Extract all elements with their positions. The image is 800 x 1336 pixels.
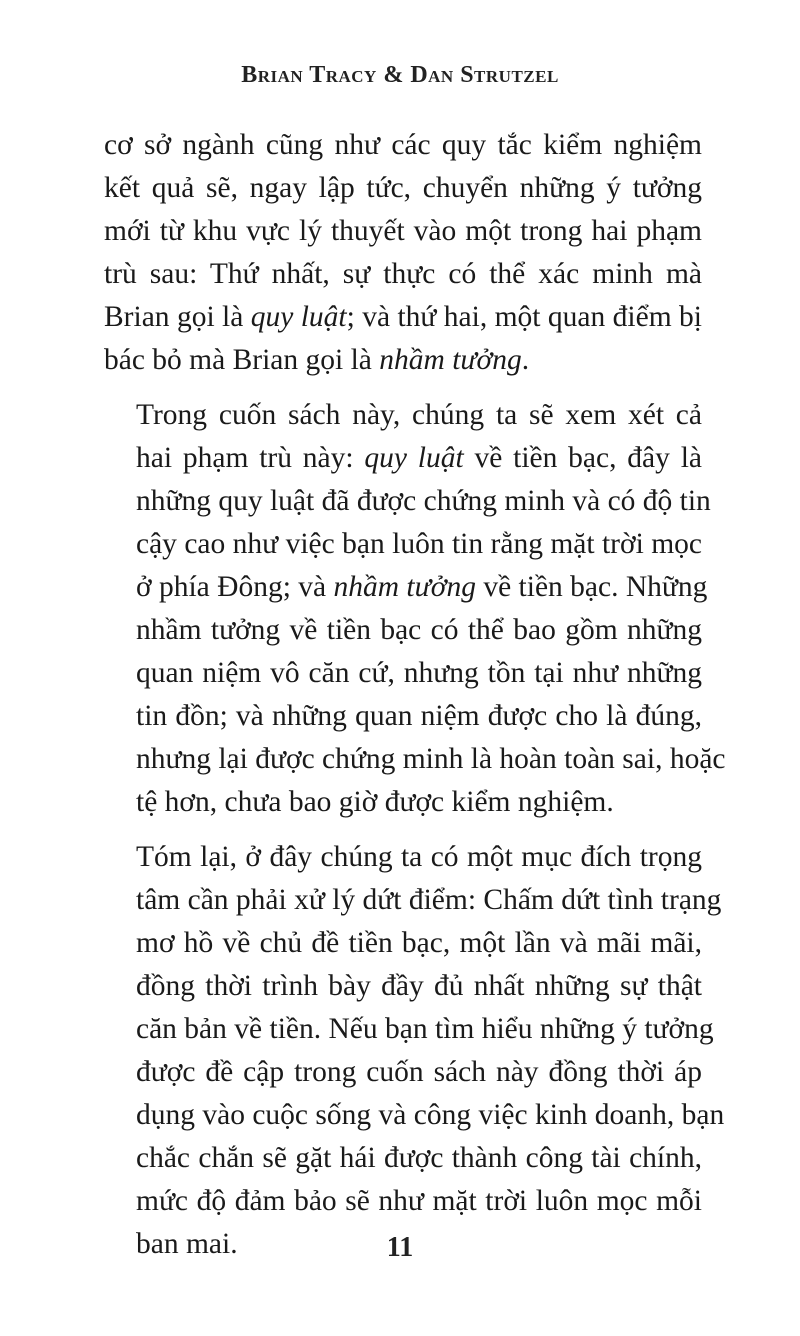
text-line: nhầm tưởng về tiền bạc có thể bao gồm những (136, 614, 702, 646)
text-line: Brian gọi là quy luật; và thứ hai, một quan điểm bị (104, 301, 702, 333)
paragraph-3 (104, 836, 725, 1266)
emphasized-term: nhầm tưởng (333, 571, 476, 603)
text-line: đồng thời trình bày đầy đủ nhất những sự thật (136, 970, 702, 1002)
text-line: Tóm lại, ở đây chúng ta có một mục đích trọng (136, 841, 702, 873)
body-text (104, 124, 726, 1266)
text-line: tệ hơn, chưa bao giờ được kiểm nghiệm. (136, 786, 614, 818)
text-line: trù sau: Thứ nhất, sự thực có thể xác minh mà (104, 258, 702, 290)
page-number: 11 (386, 1232, 414, 1263)
running-header: Brian Tracy & Dan Strutzel (241, 62, 559, 88)
text-line: ở phía Đông; và nhầm tưởng về tiền bạc. Những (136, 571, 708, 603)
text-line: nhưng lại được chứng minh là hoàn toàn sai, hoặc (136, 743, 726, 775)
text-line: cậy cao như việc bạn luôn tin rằng mặt trời mọc (136, 528, 702, 560)
text-line: kết quả sẽ, ngay lập tức, chuyển những ý tưởng (104, 172, 702, 204)
text-line: chắc chắn sẽ gặt hái được thành công tài chính, (136, 1142, 702, 1174)
text-line: cơ sở ngành cũng như các quy tắc kiểm nghiệm (104, 129, 702, 161)
emphasized-term: quy luật (364, 442, 464, 474)
text-line: bác bỏ mà Brian gọi là nhầm tưởng. (104, 344, 530, 376)
text-line: dụng vào cuộc sống và công việc kinh doanh, bạn (136, 1099, 725, 1131)
paragraph-1 (104, 124, 702, 382)
paragraph-2 (104, 394, 726, 824)
text-line: quan niệm vô căn cứ, nhưng tồn tại như những (136, 657, 702, 689)
text-line: căn bản về tiền. Nếu bạn tìm hiểu những ý tưởng (136, 1013, 714, 1045)
text-line: tâm cần phải xử lý dứt điểm: Chấm dứt tình trạng (136, 884, 722, 916)
text-line: mơ hồ về chủ đề tiền bạc, một lần và mãi mãi, (136, 927, 702, 959)
emphasized-term: nhầm tưởng (379, 344, 522, 376)
emphasized-term: quy luật (250, 301, 347, 333)
text-line: được đề cập trong cuốn sách này đồng thời áp (136, 1056, 702, 1088)
text-line: mới từ khu vực lý thuyết vào một trong hai phạm (104, 215, 702, 247)
text-line: Trong cuốn sách này, chúng ta sẽ xem xét cả (136, 399, 702, 431)
text-line: hai phạm trù này: quy luật về tiền bạc, đây là (136, 442, 702, 474)
text-line: tin đồn; và những quan niệm được cho là đúng, (136, 700, 702, 732)
text-line: ban mai. (136, 1228, 238, 1260)
text-line: mức độ đảm bảo sẽ như mặt trời luôn mọc mỗi (136, 1185, 702, 1217)
text-line: những quy luật đã được chứng minh và có độ tin (136, 485, 711, 517)
